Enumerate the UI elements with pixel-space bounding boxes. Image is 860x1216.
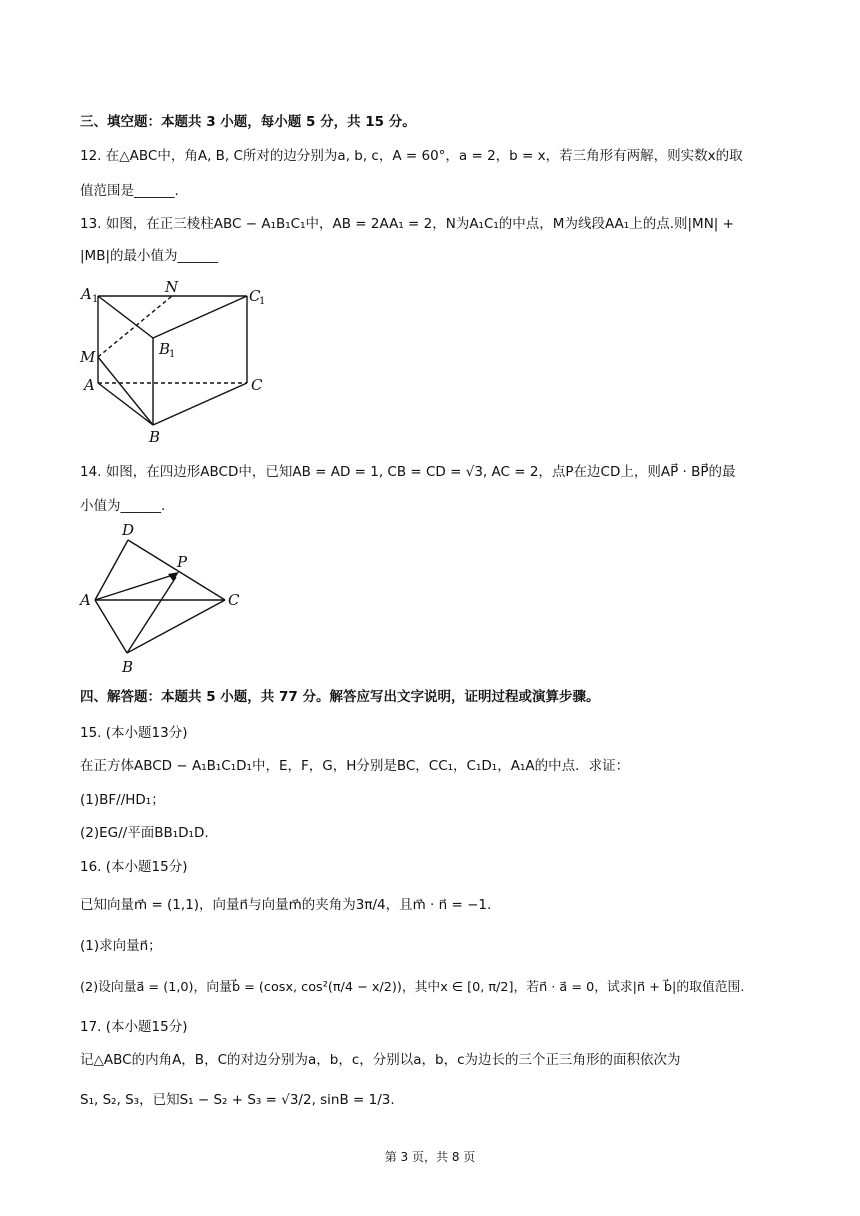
q15-stem: 在正方体ABCD − A₁B₁C₁D₁中，E，F，G，H分别是BC，CC₁，C₁D₁，A₁A的中点．求证： (80, 758, 630, 774)
label-B1-sub: 1 (169, 349, 176, 360)
label-B: B (122, 658, 134, 676)
label-N: N (165, 278, 179, 296)
label-A1: A (81, 285, 92, 303)
label-D: D (122, 521, 135, 539)
q17-line2: S₁, S₂, S₃，已知S₁ − S₂ + S₃ = √3/2, sinB = 1/3. (80, 1092, 395, 1108)
label-B1: B (159, 340, 171, 358)
label-C: C (251, 376, 263, 394)
q16-part2: (2)设向量a⃗ = (1,0)，向量b⃗ = (cosx, cos²(π/4 − x/2))，其中x ∈ [0, π/2]，若n⃗ · a⃗ = 0，试求|n⃗ + b⃗|的取值范围. (80, 980, 745, 995)
label-P: P (177, 553, 188, 571)
label-M: M (80, 348, 96, 366)
section3-heading: 三、填空题：本题共 3 小题，每小题 5 分，共 15 分。 (80, 114, 416, 130)
label-C1-sub: 1 (259, 296, 266, 307)
q14-line1: 14. 如图，在四边形ABCD中，已知AB = AD = 1, CB = CD = √3, AC = 2，点P在边CD上，则AP⃗ · BP⃗的最 (80, 464, 736, 480)
q16-stem: 已知向量m⃗ = (1,1)，向量n⃗与向量m⃗的夹角为3π/4，且m⃗ · n⃗ = −1. (80, 897, 492, 913)
label-C: C (228, 591, 240, 609)
q15-part2: (2)EG//平面BB₁D₁D. (80, 825, 209, 841)
q14-line2: 小值为______. (80, 498, 166, 514)
label-A1-sub: 1 (92, 294, 99, 305)
page-footer: 第 3 页，共 8 页 (384, 1150, 476, 1164)
q17-title: 17. (本小题15分) (80, 1019, 188, 1035)
prism-figure (75, 280, 355, 450)
q15-part1: (1)BF//HD₁； (80, 792, 165, 808)
label-B: B (149, 428, 161, 446)
section4-heading: 四、解答题：本题共 5 小题，共 77 分。解答应写出文字说明，证明过程或演算步骤。 (80, 689, 600, 705)
q17-line1: 记△ABC的内角A，B，C的对边分别为a，b，c，分别以a，b，c为边长的三个正三角形的面积依次为 (80, 1052, 681, 1068)
q13-line2: |MB|的最小值为______ (80, 248, 219, 264)
q16-part1: (1)求向量n⃗； (80, 938, 162, 954)
q13-line1: 13. 如图，在正三棱柱ABC − A₁B₁C₁中，AB = 2AA₁ = 2，N为A₁C₁的中点，M为线段AA₁上的点.则|MN| + (80, 216, 734, 232)
q12-line2: 值范围是______. (80, 183, 179, 199)
label-A: A (84, 376, 95, 394)
q16-title: 16. (本小题15分) (80, 859, 188, 875)
quadrilateral-figure (75, 520, 275, 680)
label-A: A (80, 591, 91, 609)
q15-title: 15. (本小题13分) (80, 725, 188, 741)
label-C1: C (249, 287, 261, 305)
q12-line1: 12. 在△ABC中，角A, B, C所对的边分别为a, b, c，A = 60°，a = 2，b = x，若三角形有两解，则实数x的取 (80, 148, 743, 164)
